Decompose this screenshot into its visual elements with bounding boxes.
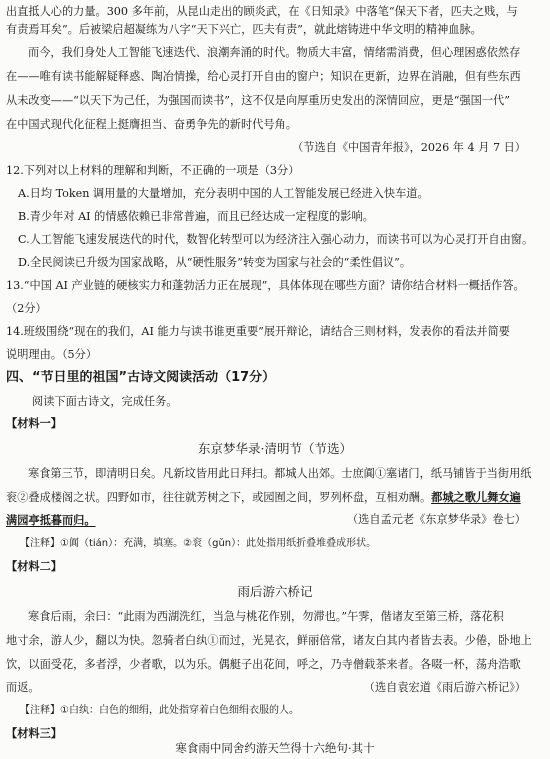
section-4-heading: 四、“节日里的祖国”古诗文阅读活动（17分） bbox=[6, 370, 276, 385]
passage-source: （节选自《中国青年报》，2026 年 4 月 7 日） bbox=[292, 141, 526, 154]
question-14-line: 14.班级围绕“现在的我们，AI 能力与读书谁更重要”展开辩论，请结合三则材料，发表你的看法并简要 bbox=[6, 325, 510, 338]
question-12-option-a: A.日均 Token 调用量的大量增加，充分表明中国的人工智能发展已经进入快车道。 bbox=[18, 187, 429, 200]
passage-line: 从未改变——“以天下为己任，为强国而读书”，这不仅是向厚重历史发出的深情回应，更是“强国一代” bbox=[6, 94, 510, 107]
passage-line: 有责焉耳矣”。后被梁启超凝练为八字“天下兴亡，匹夫有责”，就此熔铸进中华文明的精神血脉。 bbox=[6, 23, 482, 36]
material-2-line: 地寸余，游人少，翻以为快。忽骑者白纨①而过，光晃衣，鲜丽倍常，诸友白其内者皆去表。少倦，卧地上 bbox=[6, 634, 532, 647]
material-2-line bbox=[6, 680, 544, 696]
question-12-option-d: D.全民阅读已升级为国家战略，从“硬性服务”转变为国家与社会的“柔性倡议”。 bbox=[18, 256, 412, 269]
material-1-note: 【注释】①阗（tián）：充满，填塞。②衮（gǔn）：此处指用纸折叠堆叠成形状。 bbox=[20, 538, 377, 549]
material-3-title: 寒食雨中同舍约游天竺得十六绝句·其十 bbox=[175, 741, 375, 755]
material-3-label: 【材料三】 bbox=[6, 727, 62, 740]
passage-line: 而今，我们身处人工智能飞速迭代、浪潮奔涌的时代。物质大丰富，情绪需消费，但心理困惑依然存 bbox=[28, 46, 521, 59]
material-1-line bbox=[6, 489, 544, 506]
question-13-line: （2分） bbox=[6, 302, 47, 315]
question-14-line: 说明理由。（5分） bbox=[6, 348, 98, 361]
question-13-line: 13.“中国 AI 产业链的硬核实力和蓬勃活力正在展现”，具体体现在哪些方面？请你结合材料一概括作答。 bbox=[6, 279, 525, 292]
material-1-text: 衮②叠成楼阁之状。四野如市，往往就芳树之下，或园囿之间，罗列杯盘，互相劝酬。 bbox=[6, 491, 432, 504]
question-12-option-c: C.人工智能飞速发展迭代的时代，数智化转型可以为经济注入强心动力，而读书可以为心灵打开自由窗。 bbox=[18, 233, 534, 246]
material-2-label: 【材料二】 bbox=[6, 560, 62, 573]
material-1-title: 东京梦华录·清明节（节选） bbox=[198, 441, 352, 456]
material-2-line: 寒食后雨，余曰：“此雨为西湖洗红，当急与桃花作别，勿滞也。”午霁，偕诸友至第三桥，落花积 bbox=[28, 610, 504, 623]
material-1-label: 【材料一】 bbox=[6, 417, 62, 430]
material-1-line bbox=[6, 512, 544, 529]
material-1-underlined-text: 满园亭抵暮而归。 bbox=[6, 513, 96, 527]
question-12-stem: 12.下列对以上材料的理解和判断，不正确的一项是（3分） bbox=[6, 164, 300, 177]
material-1-source: （选自孟元老《东京梦华录》卷七） bbox=[346, 513, 526, 526]
material-2-text: 而返。 bbox=[6, 681, 40, 694]
question-12-option-b: B.青少年对 AI 的情感依赖已非常普遍，而且已经达成一定程度的影响。 bbox=[18, 210, 374, 223]
passage-line: 在——唯有读书能解疑释惑、陶冶情操，给心灵打开自由的窗户；知识在更新，边界在消融，但有些东西 bbox=[6, 70, 521, 83]
material-2-title: 雨后游六桥记 bbox=[237, 584, 313, 599]
material-2-source: （选自袁宏道《雨后游六桥记》） bbox=[363, 681, 526, 694]
section-4-instruction: 阅读下面古诗文，完成任务。 bbox=[32, 395, 178, 408]
passage-line: 出直抵人心的力量。300 多年前，从昆山走出的顾炎武，在《日知录》中落笔“保天下者，匹夫之贱，与 bbox=[6, 5, 518, 18]
material-2-note: 【注释】①白纨：白色的细绢，此处指穿着白色细绢衣服的人。 bbox=[20, 705, 299, 716]
material-1-underlined-text: 都城之歌儿舞女遍 bbox=[431, 490, 521, 504]
material-2-line: 饮，以面受花，多者浮，少者歌，以为乐。偶艇子出花间，呼之，乃寺僧载茶来者。各啜一杯，荡舟浩歌 bbox=[6, 658, 521, 671]
material-1-line: 寒食第三节，即清明日矣。凡新坟皆用此日拜扫。都城人出郊。士庶阗①塞诸门，纸马铺皆于当街用纸 bbox=[28, 467, 532, 480]
passage-line: 在中国式现代化征程上挺膺担当、奋勇争先的新时代号角。 bbox=[6, 118, 297, 131]
